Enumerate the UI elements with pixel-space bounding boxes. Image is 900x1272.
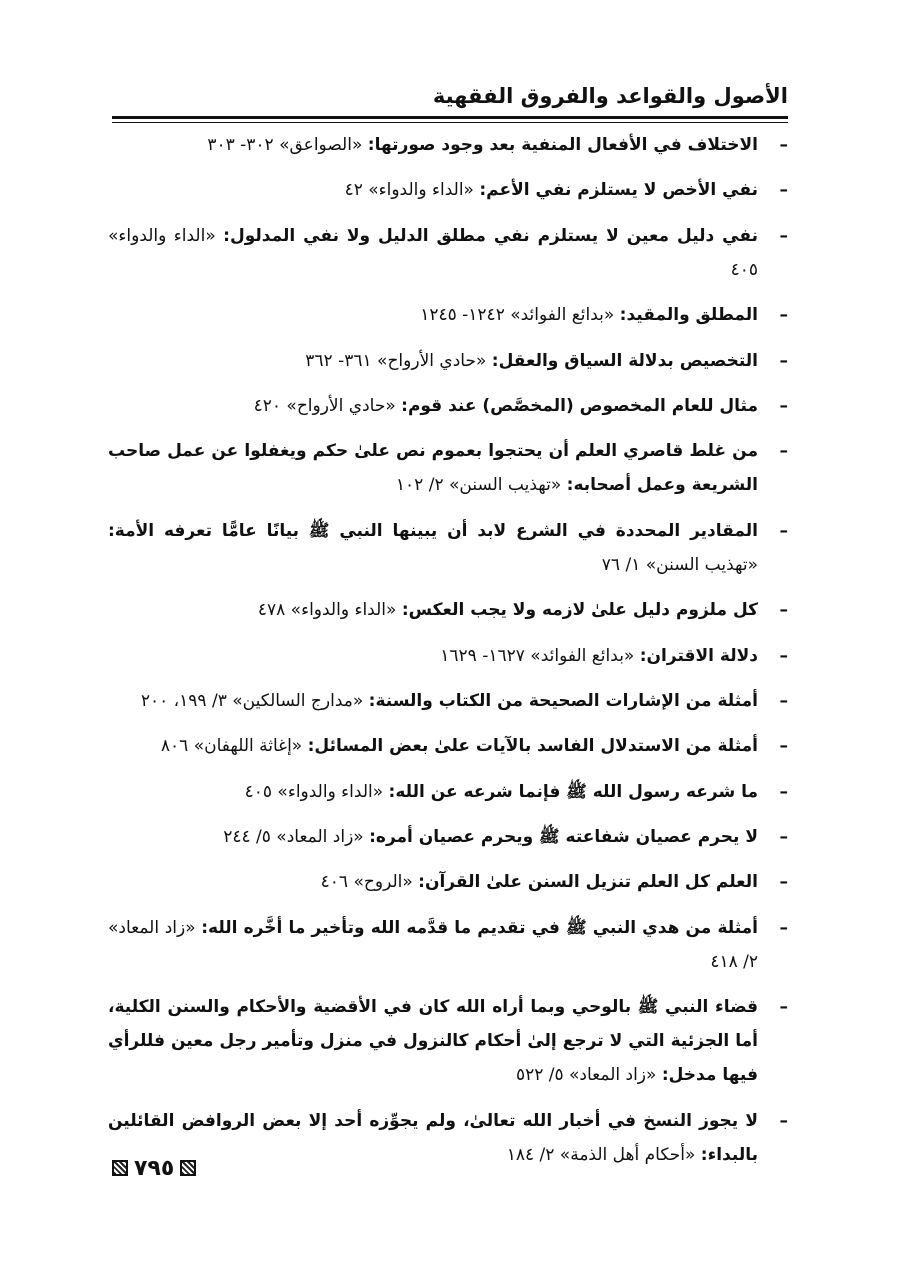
entry-source: «الروح» ٤٠٦ [320, 872, 413, 893]
ornament-icon [180, 1160, 196, 1176]
entry-text: كل ملزوم دليل علىٰ لازمه ولا يجب العكس: [401, 600, 758, 621]
ornament-icon [112, 1160, 128, 1176]
entry-text: أمثلة من هدي النبي ﷺ في تقديم ما قدَّمه الله وتأخير ما أخَّره الله: [201, 917, 758, 938]
entry-text: دلالة الاقتران: [639, 645, 758, 666]
list-item [108, 775, 788, 809]
entry-list [108, 128, 788, 1183]
list-item [108, 514, 788, 582]
running-header-title: الأصول والقواعد والفروق الفقهية [432, 84, 788, 108]
entry-text: نفي الأخص لا يستلزم نفي الأعم: [479, 180, 758, 201]
list-item [108, 729, 788, 763]
list-item [108, 128, 788, 162]
list-item [108, 344, 788, 378]
entry-source: «زاد المعاد» ٢/ ٤١٨ [108, 917, 758, 972]
entry-text: ما شرعه رسول الله ﷺ فإنما شرعه عن الله: [388, 781, 758, 802]
entry-source: «الداء والدواء» ٤٢ [344, 180, 474, 201]
entry-text: من غلط قاصري العلم أن يحتجوا بعموم نص علىٰ حكم ويغفلوا عن عمل صاحب الشريعة وعمل أصحابه: [108, 441, 758, 496]
entry-text: أمثلة من الاستدلال الفاسد بالآيات علىٰ بعض المسائل: [307, 736, 758, 757]
list-item [108, 639, 788, 673]
entry-source: «زاد المعاد» ٥/ ٢٤٤ [223, 827, 364, 848]
header-rule-thin [112, 122, 788, 123]
entry-source: «الصواعق» ٣٠٢- ٣٠٣ [207, 135, 363, 155]
entry-source: «حادي الأرواح» ٣٦١- ٣٦٢ [305, 350, 487, 371]
entry-text: قضاء النبي ﷺ بالوحي وبما أراه الله كان في الأقضية والأحكام والسنن الكلية، أما الجزئية التي لا ترجع إلىٰ أحكام كالنزول في منزل وتأمير رجل معين فللرأي فيها مدخل: [108, 997, 758, 1086]
list-item [108, 990, 788, 1092]
entry-source: «الداء والدواء» ٤٧٨ [257, 600, 397, 621]
entry-text: الاختلاف في الأفعال المنفية بعد وجود صورتها: [367, 135, 758, 155]
entry-source: «مدارج السالكين» ٣/ ١٩٩، ٢٠٠ [140, 690, 364, 711]
list-item [108, 820, 788, 854]
list-item [108, 593, 788, 627]
entry-source: «إغاثة اللهفان» ٨٠٦ [160, 736, 303, 757]
entry-text: التخصيص بدلالة السياق والعقل: [491, 350, 758, 371]
entry-text: لا يحرم عصيان شفاعته ﷺ ويحرم عصيان أمره: [369, 827, 758, 848]
entry-source: «الداء والدواء» ٤٠٥ [244, 781, 384, 802]
entry-text: أمثلة من الإشارات الصحيحة من الكتاب والسنة: [368, 690, 758, 711]
entry-text: مثال للعام المخصوص (المخصَّص) عند قوم: [401, 395, 758, 416]
list-item [108, 684, 788, 718]
entry-text: المقادير المحددة في الشرع لابد أن يبينها النبي ﷺ بيانًا عامًّا تعرفه الأمة: [108, 520, 758, 541]
entry-text: المطلق والمقيد: [619, 305, 758, 326]
entry-source: «حادي الأرواح» ٤٢٠ [253, 395, 396, 416]
list-item [108, 173, 788, 207]
page-footer [112, 1152, 196, 1184]
list-item [108, 219, 788, 287]
entry-source: «بدائع الفوائد» ١٦٢٧- ١٦٢٩ [440, 645, 635, 666]
entry-text: لا يجوز النسخ في أخبار الله تعالىٰ، ولم يجوِّزه أحد إلا بعض الروافض القائلين بالبداء: [108, 1110, 758, 1165]
list-item [108, 298, 788, 332]
list-item [108, 865, 788, 899]
running-header [112, 78, 788, 118]
entry-text: نفي دليل معين لا يستلزم نفي مطلق الدليل ولا نفي المدلول: [223, 225, 758, 246]
list-item [108, 911, 788, 979]
page-number: ٧٩٥ [134, 1155, 175, 1181]
list-item [108, 389, 788, 423]
entry-text: العلم كل العلم تنزيل السنن علىٰ القرآن: [418, 872, 758, 893]
entry-source: «تهذيب السنن» ٢/ ١٠٢ [395, 475, 562, 496]
list-item [108, 1104, 788, 1172]
list-item [108, 434, 788, 502]
entry-source: «زاد المعاد» ٥/ ٥٢٢ [515, 1065, 657, 1086]
header-rule-thick [112, 116, 788, 119]
entry-source: «تهذيب السنن» ١/ ٧٦ [601, 554, 758, 575]
entry-source: «بدائع الفوائد» ١٢٤٢- ١٢٤٥ [420, 305, 615, 326]
entry-source: «الداء والدواء» ٤٠٥ [108, 225, 758, 280]
entry-source: «أحكام أهل الذمة» ٢/ ١٨٤ [506, 1144, 696, 1165]
